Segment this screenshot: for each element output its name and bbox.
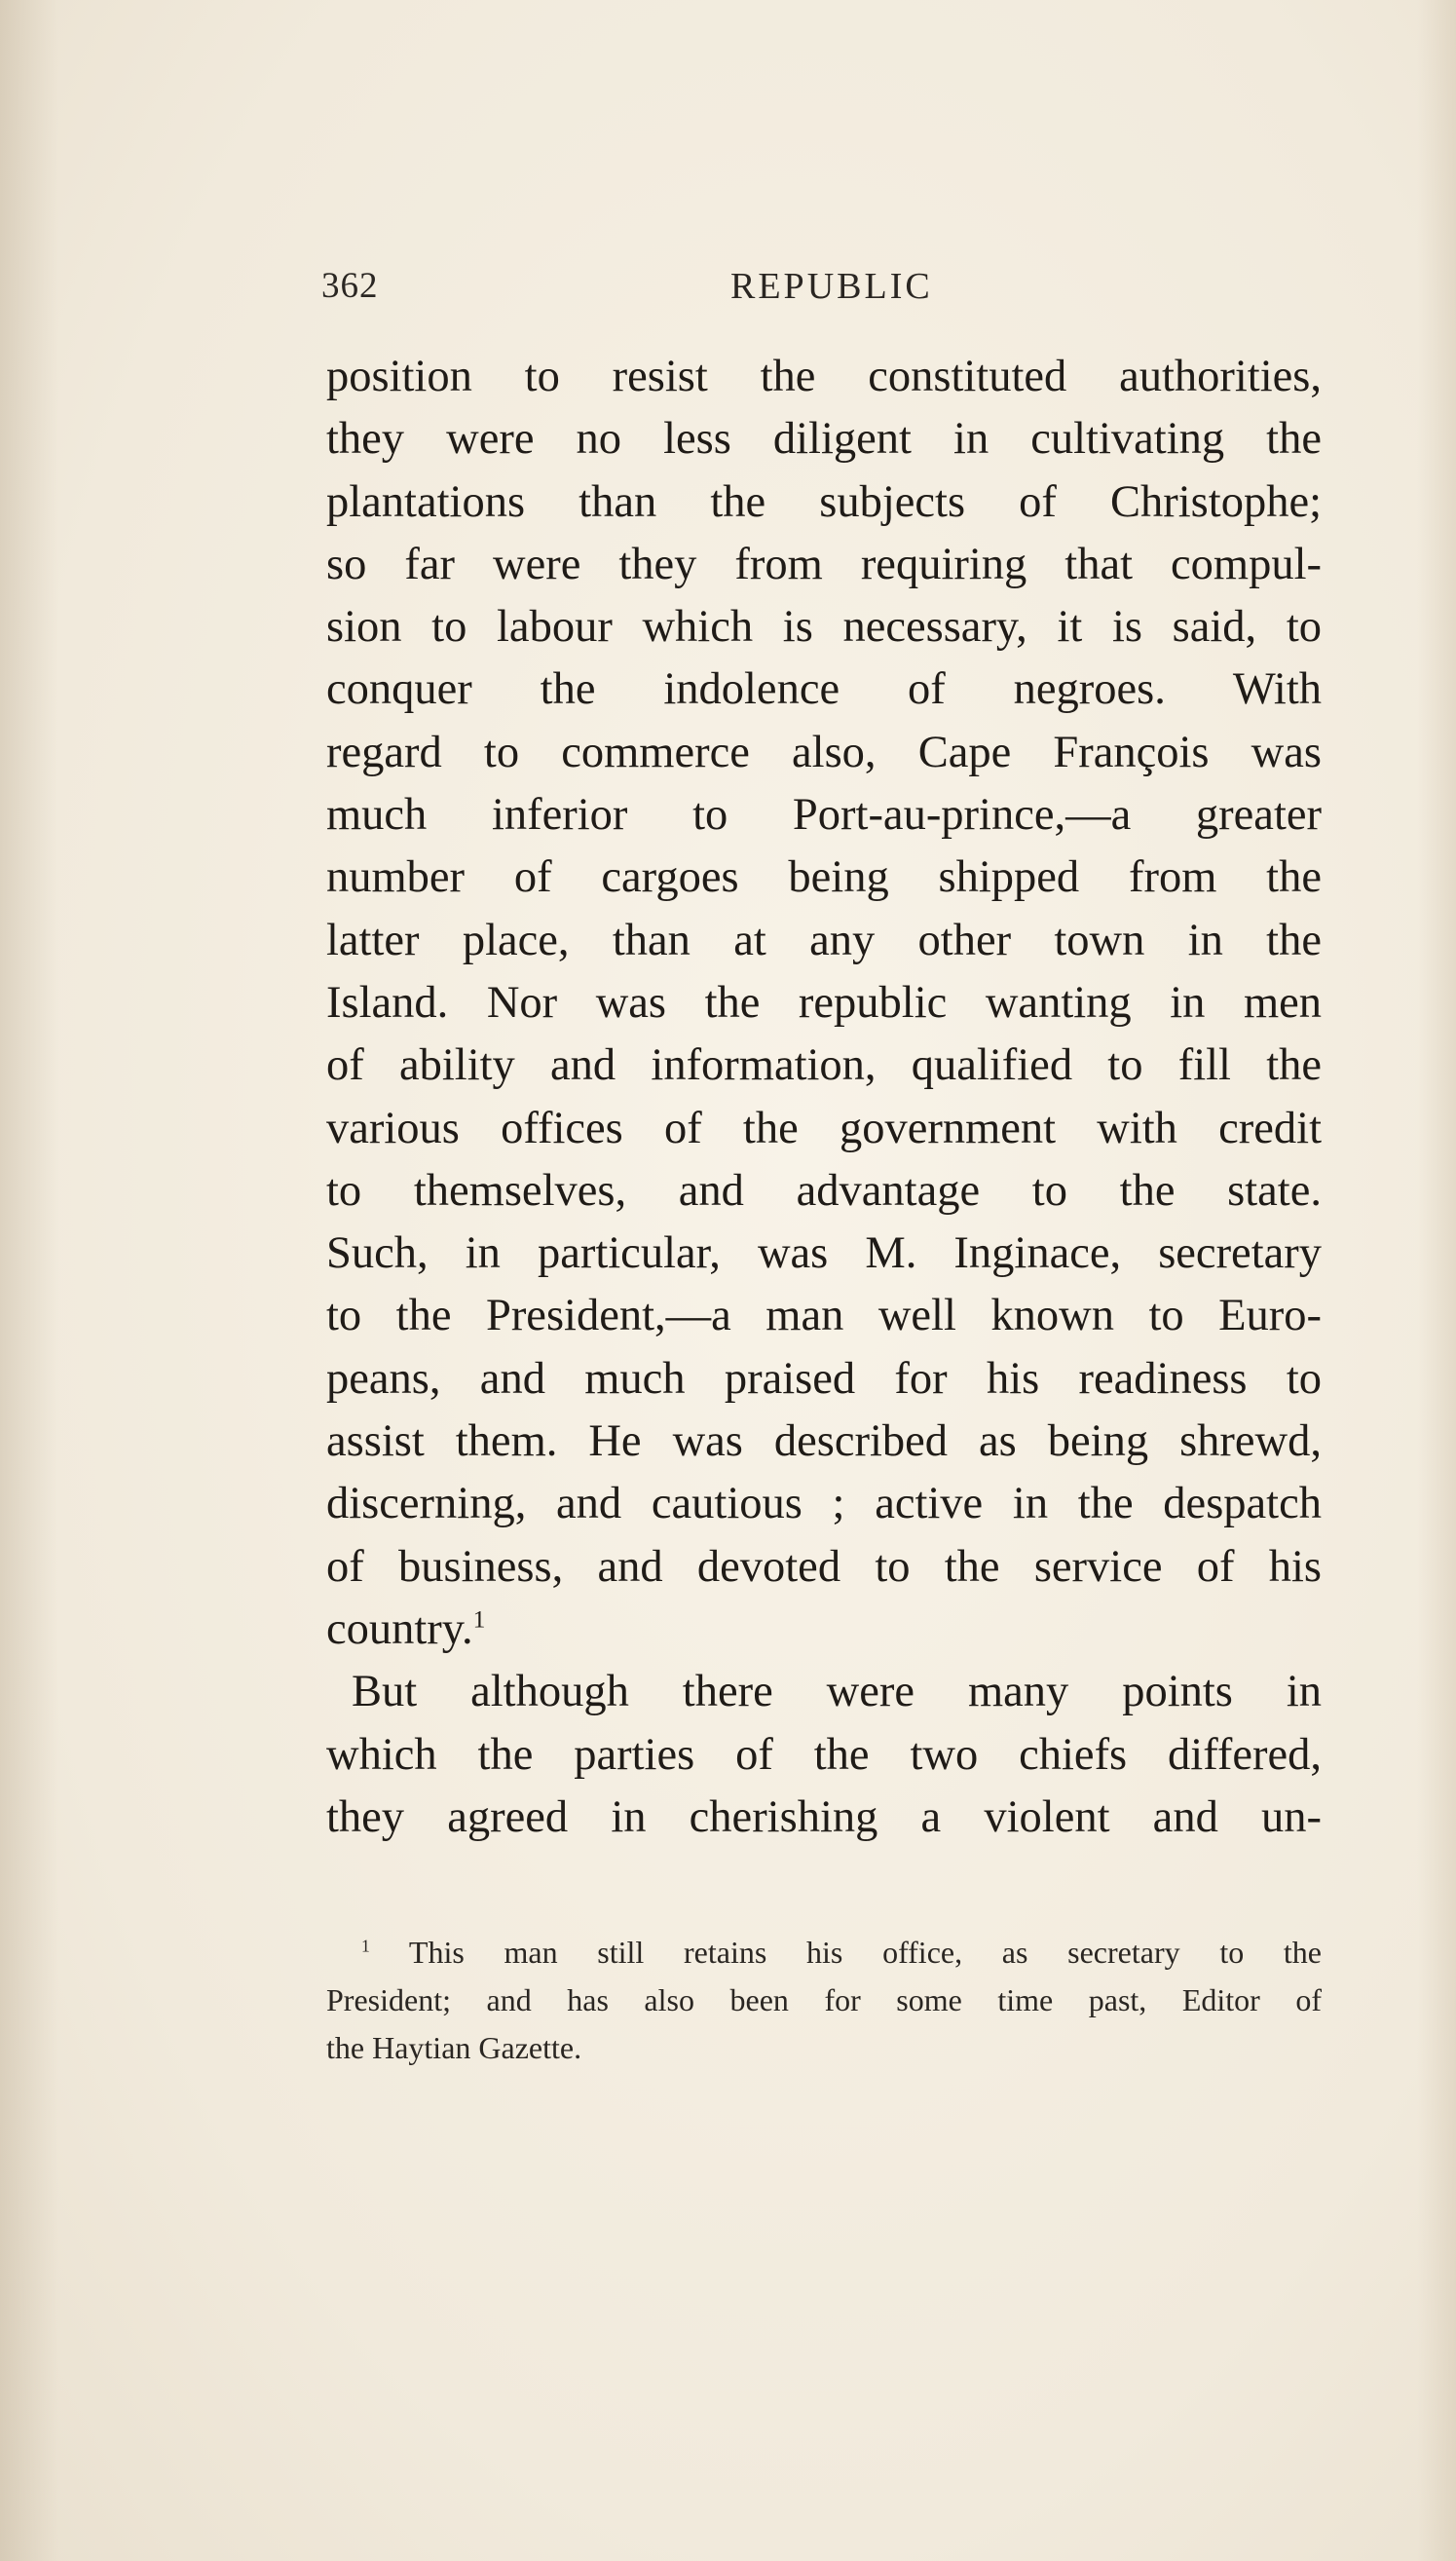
body-line-paragraph-start: But although there were many points in bbox=[352, 1667, 1322, 1717]
footnote-line: the Haytian Gazette. bbox=[326, 2030, 582, 2065]
body-line: various offices of the government with credit bbox=[326, 1103, 1322, 1153]
running-head bbox=[321, 265, 1325, 314]
body-line: sion to labour which is necessary, it is said, to bbox=[326, 602, 1322, 653]
body-line: number of cargoes being shipped from the bbox=[326, 852, 1322, 903]
body-line: they agreed in cherishing a violent and un- bbox=[326, 1791, 1322, 1842]
running-title: REPUBLIC bbox=[730, 266, 933, 307]
footnote-line: President; and has also been for some time past, Editor of bbox=[326, 1982, 1322, 2017]
footnote-line bbox=[326, 1929, 1322, 1977]
body-line: position to resist the constituted authorities, bbox=[326, 352, 1322, 401]
body-line: so far were they from requiring that compul- bbox=[326, 539, 1322, 589]
body-line: assist them. He was described as being shrewd, bbox=[326, 1416, 1322, 1467]
body-line: latter place, than at any other town in the bbox=[326, 915, 1322, 965]
body-line: plantations than the subjects of Christophe; bbox=[326, 476, 1322, 527]
footnote-reference[interactable]: 1 bbox=[472, 1604, 486, 1634]
body-line: regard to commerce also, Cape François was bbox=[326, 727, 1322, 777]
body-line: Island. Nor was the republic wanting in men bbox=[326, 977, 1322, 1028]
body-line: which the parties of the two chiefs differed, bbox=[326, 1729, 1322, 1780]
body-line: of business, and devoted to the service of his bbox=[326, 1541, 1322, 1592]
body-line-text: country. bbox=[326, 1603, 473, 1654]
spine-shadow bbox=[0, 0, 58, 2561]
page-edge-shadow bbox=[1417, 0, 1456, 2561]
page-number: 362 bbox=[321, 266, 379, 306]
footnote bbox=[326, 1929, 1322, 2072]
body-line: peans, and much praised for his readiness to bbox=[326, 1353, 1322, 1404]
body-line-paragraph-end bbox=[326, 1599, 1322, 1661]
body-line: much inferior to Port-au-prince,—a greater bbox=[326, 790, 1322, 841]
body-line: of ability and information, qualified to fill the bbox=[326, 1040, 1322, 1091]
body-line: conquer the indolence of negroes. With bbox=[326, 664, 1322, 715]
body-line: discerning, and cautious ; active in the despatch bbox=[326, 1479, 1322, 1529]
body-text bbox=[326, 346, 1322, 1849]
body-line: to the President,—a man well known to Euro- bbox=[326, 1291, 1322, 1341]
footnote-marker: 1 bbox=[361, 1936, 370, 1956]
body-line: they were no less diligent in cultivating the bbox=[326, 414, 1322, 465]
body-line: Such, in particular, was M. Inginace, secretary bbox=[326, 1228, 1322, 1279]
footnote-line-text: This man still retains his office, as secretary to the bbox=[408, 1935, 1323, 1970]
body-line: to themselves, and advantage to the state. bbox=[326, 1165, 1322, 1216]
